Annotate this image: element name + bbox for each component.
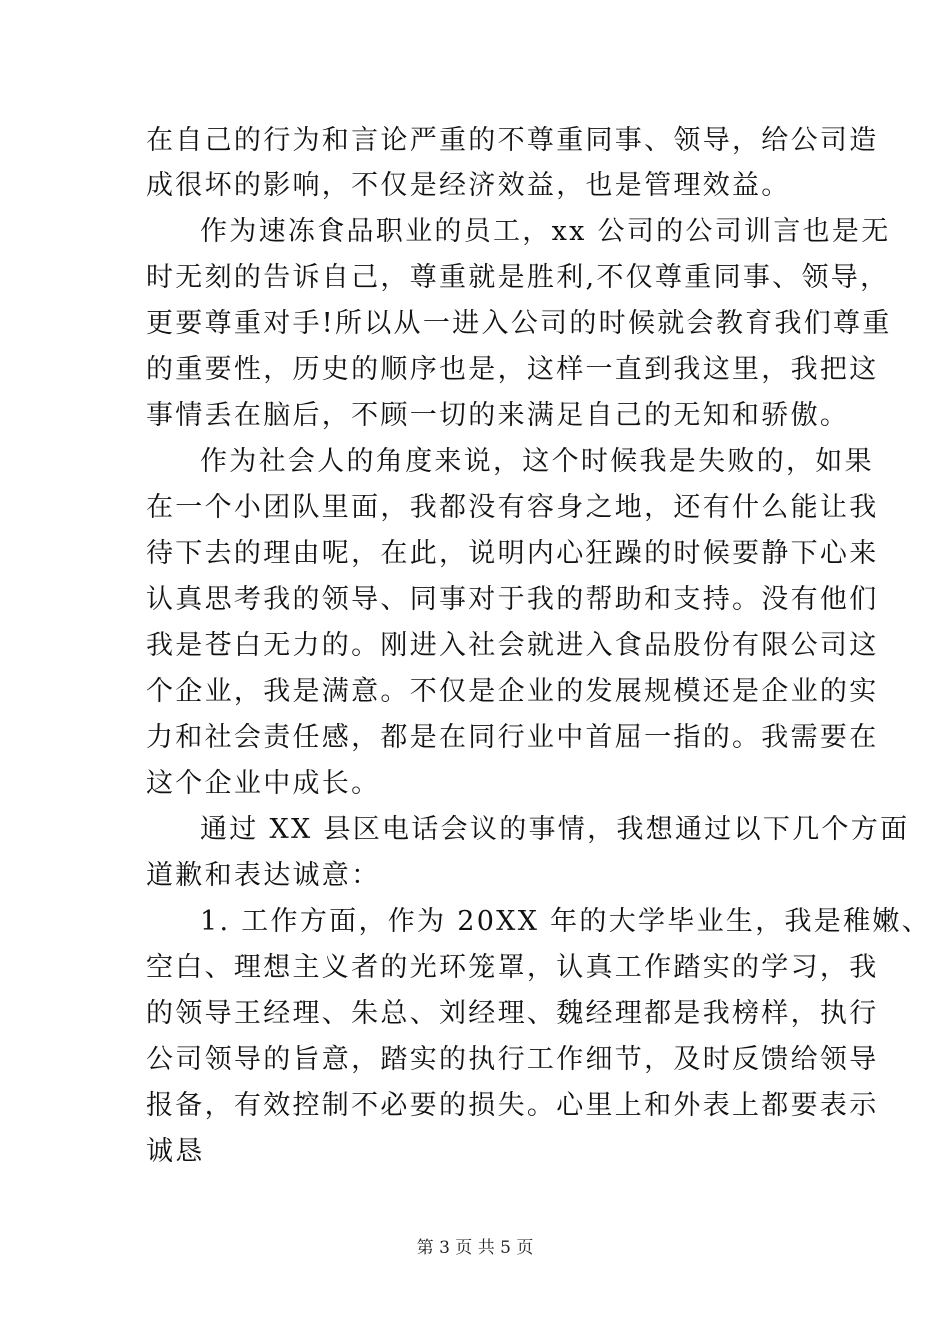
text-line: 时无刻的告诉自己，尊重就是胜利,不仅尊重同事、领导， [146,262,890,293]
page-number-footer: 第 3 页 共 5 页 [416,1238,534,1258]
text-line: 空白、理想主义者的光环笼罩，认真工作踏实的学习，我 [146,952,879,983]
text-line: 这个企业中成长。 [146,768,381,799]
paragraph-start-line: 通过 XX 县区电话会议的事情，我想通过以下几个方面 [200,814,910,845]
text-line: 我是苍白无力的。刚进入社会就进入食品股份有限公司这 [146,630,879,661]
paragraph-start-line: 作为速冻食品职业的员工，xx 公司的公司训言也是无 [200,216,891,247]
text-line: 诚恳 [146,1136,205,1167]
list-item-start-line: 1. 工作方面，作为 20XX 年的大学毕业生，我是稚嫩、 [200,906,932,937]
text-line: 成很坏的影响，不仅是经济效益，也是管理效益。 [146,170,791,201]
text-line: 报备，有效控制不必要的损失。心里上和外表上都要表示 [146,1090,879,1121]
text-line: 更要尊重对手!所以从一进入公司的时候就会教育我们尊重 [146,308,892,339]
text-line: 个企业，我是满意。不仅是企业的发展规模还是企业的实 [146,676,879,707]
text-line: 道歉和表达诚意： [146,860,381,891]
text-line: 公司领导的旨意，踏实的执行工作细节，及时反馈给领导 [146,1044,879,1075]
text-line: 在一个小团队里面，我都没有容身之地，还有什么能让我 [146,492,879,523]
text-line: 待下去的理由呢，在此，说明内心狂躁的时候要静下心来 [146,538,879,569]
text-line: 在自己的行为和言论严重的不尊重同事、领导，给公司造 [146,125,879,156]
text-line: 力和社会责任感，都是在同行业中首屈一指的。我需要在 [146,722,879,753]
paragraph-start-line: 作为社会人的角度来说，这个时候我是失败的，如果 [200,446,874,477]
text-line: 的领导王经理、朱总、刘经理、魏经理都是我榜样，执行 [146,998,879,1029]
text-line: 认真思考我的领导、同事对于我的帮助和支持。没有他们 [146,584,879,615]
text-line: 事情丢在脑后，不顾一切的来满足自己的无知和骄傲。 [146,400,850,431]
text-line: 的重要性，历史的顺序也是，这样一直到我这里，我把这 [146,354,879,385]
